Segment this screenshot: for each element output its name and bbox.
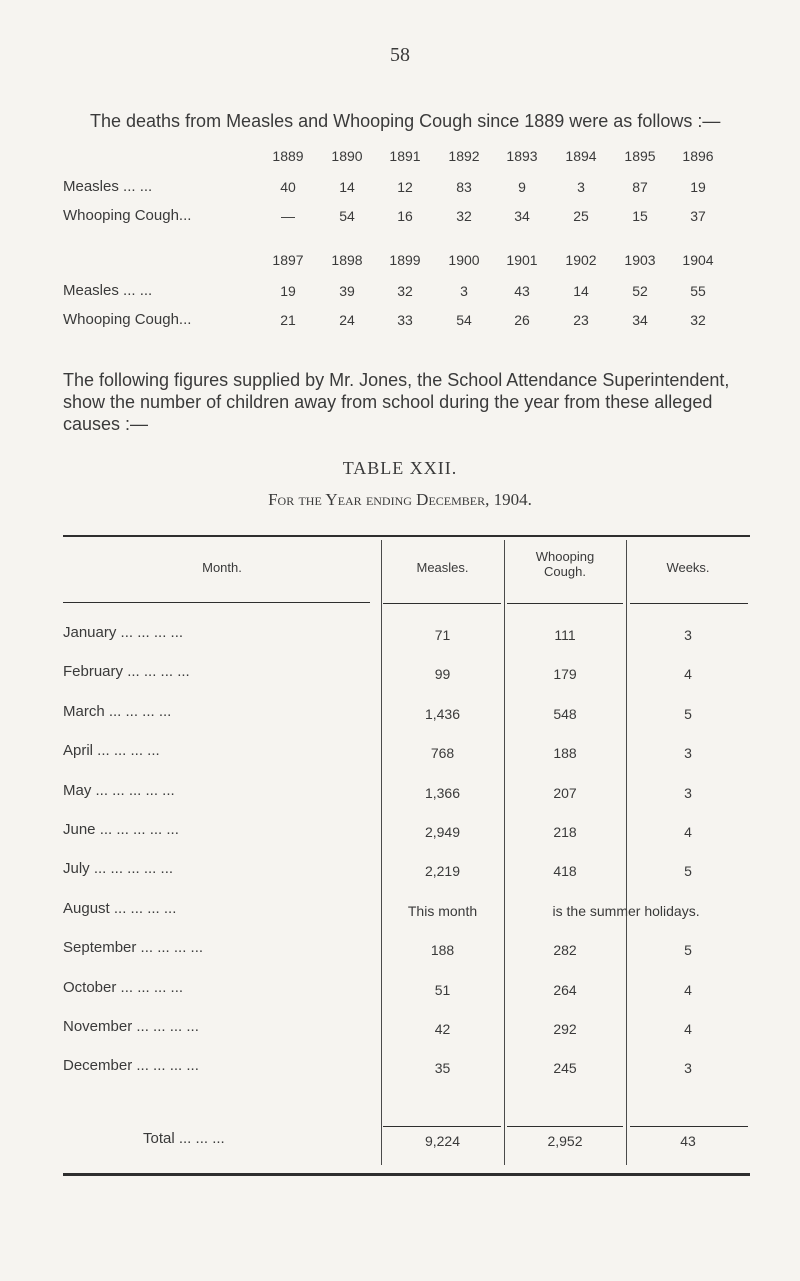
intro-paragraph-2: The following figures supplied by Mr. Jones, the School Attendance Superintendent, show the number of children away from school during the year from these alleged causes :— xyxy=(63,370,730,434)
year-header: 1898 xyxy=(331,252,363,268)
year-header: 1889 xyxy=(272,148,304,164)
measles-count: 1,436 xyxy=(424,706,461,722)
month-label: November ... ... ... ... xyxy=(63,1018,199,1035)
death-count: 26 xyxy=(514,312,530,328)
weeks-count: er holidays. xyxy=(628,903,700,919)
disease-label: Whooping Cough... xyxy=(63,207,192,224)
weeks-count: 4 xyxy=(684,1021,692,1037)
measles-count: 51 xyxy=(434,982,451,998)
month-label: June ... ... ... ... ... xyxy=(63,821,179,838)
death-count: 55 xyxy=(690,283,706,299)
year-header: 1893 xyxy=(506,148,538,164)
measles-count: 71 xyxy=(434,627,451,643)
year-header: 1902 xyxy=(565,252,597,268)
disease-label: Measles ... ... xyxy=(63,178,153,195)
death-count: 52 xyxy=(632,283,648,299)
weeks-count: 3 xyxy=(684,745,692,761)
death-count: 32 xyxy=(690,312,706,328)
whooping-count: 218 xyxy=(553,824,577,840)
month-label: October ... ... ... ... xyxy=(63,979,184,996)
whooping-count: 292 xyxy=(553,1021,577,1037)
year-header: 1892 xyxy=(448,148,480,164)
header-rule xyxy=(507,603,623,604)
death-count: 19 xyxy=(690,179,706,195)
year-header: 1890 xyxy=(331,148,363,164)
header-rule xyxy=(63,602,370,603)
death-count: 43 xyxy=(514,283,530,299)
measles-count: 42 xyxy=(434,1021,451,1037)
whooping-count: is the summ xyxy=(552,903,628,919)
whooping-count: 245 xyxy=(553,1060,577,1076)
death-count: 87 xyxy=(632,179,648,195)
measles-count: 2,949 xyxy=(424,824,461,840)
weeks-count: 3 xyxy=(684,1060,692,1076)
table-top-rule xyxy=(63,535,750,537)
month-label: January ... ... ... ... xyxy=(63,624,184,641)
header-measles: Measles. xyxy=(416,560,469,575)
measles-count: 2,219 xyxy=(424,863,461,879)
measles-count: 99 xyxy=(434,666,451,682)
death-count: 24 xyxy=(339,312,355,328)
total-rule xyxy=(383,1126,501,1127)
month-label: April ... ... ... ... xyxy=(63,742,160,759)
death-count: 37 xyxy=(690,208,706,224)
death-count: 25 xyxy=(573,208,589,224)
table-bottom-rule xyxy=(63,1173,750,1176)
total-label: Total ... ... ... xyxy=(143,1130,225,1147)
death-count: 19 xyxy=(280,283,296,299)
whooping-count: 282 xyxy=(553,942,577,958)
month-label: August ... ... ... ... xyxy=(63,900,177,917)
header-weeks: Weeks. xyxy=(666,560,710,575)
measles-count: 768 xyxy=(430,745,455,761)
whooping-count: 188 xyxy=(553,745,577,761)
death-count: 9 xyxy=(518,179,526,195)
death-count: 34 xyxy=(632,312,648,328)
month-label: May ... ... ... ... ... xyxy=(63,782,175,799)
total-rule xyxy=(630,1126,748,1127)
header-whooping-cough: Whooping Cough. xyxy=(535,549,595,579)
total-rule xyxy=(507,1126,623,1127)
death-count: 15 xyxy=(632,208,648,224)
measles-count: 188 xyxy=(430,942,455,958)
table-title: TABLE XXII. xyxy=(342,458,458,478)
year-header: 1904 xyxy=(682,252,714,268)
death-count: 23 xyxy=(573,312,589,328)
month-label: September ... ... ... ... xyxy=(63,939,204,956)
whooping-count: 207 xyxy=(553,785,577,801)
header-rule xyxy=(630,603,748,604)
year-header: 1899 xyxy=(389,252,421,268)
weeks-count: 5 xyxy=(684,942,692,958)
weeks-count: 3 xyxy=(684,785,692,801)
whooping-count: 179 xyxy=(553,666,577,682)
death-count: 40 xyxy=(280,179,296,195)
intro-text: The deaths from Measles and Whooping Cough since 1889 were as follows :— xyxy=(90,111,721,131)
whooping-count: 111 xyxy=(554,627,576,643)
month-label: July ... ... ... ... ... xyxy=(63,860,174,877)
weeks-count: 5 xyxy=(684,706,692,722)
death-count: 14 xyxy=(573,283,589,299)
total-whooping-cough: 2,952 xyxy=(547,1133,583,1149)
year-header: 1891 xyxy=(389,148,421,164)
page-number: 58 xyxy=(390,44,410,66)
year-header: 1896 xyxy=(682,148,714,164)
year-header: 1895 xyxy=(624,148,656,164)
whooping-count: 548 xyxy=(553,706,577,722)
death-count: 39 xyxy=(339,283,355,299)
weeks-count: 4 xyxy=(684,666,692,682)
death-count: 33 xyxy=(397,312,413,328)
weeks-count: 4 xyxy=(684,982,692,998)
measles-count: 35 xyxy=(434,1060,451,1076)
header-month: Month. xyxy=(202,560,242,575)
measles-count: This month xyxy=(407,903,478,919)
death-count: 3 xyxy=(577,179,585,195)
weeks-count: 5 xyxy=(684,863,692,879)
year-header: 1900 xyxy=(448,252,480,268)
death-count: 14 xyxy=(339,179,355,195)
death-count: 32 xyxy=(456,208,472,224)
month-label: February ... ... ... ... xyxy=(63,663,190,680)
disease-label: Whooping Cough... xyxy=(63,311,192,328)
total-weeks: 43 xyxy=(680,1133,696,1149)
death-count: 34 xyxy=(514,208,530,224)
table-subtitle: For the Year ending December, 1904. xyxy=(268,490,532,509)
weeks-count: 3 xyxy=(684,627,692,643)
death-count: 83 xyxy=(456,179,472,195)
month-label: December ... ... ... ... xyxy=(63,1057,199,1074)
death-count: 12 xyxy=(397,179,413,195)
death-count: — xyxy=(281,208,295,224)
year-header: 1894 xyxy=(565,148,597,164)
death-count: 16 xyxy=(397,208,413,224)
whooping-count: 418 xyxy=(553,863,577,879)
death-count: 54 xyxy=(456,312,472,328)
death-count: 3 xyxy=(460,283,468,299)
disease-label: Measles ... ... xyxy=(63,282,153,299)
death-count: 54 xyxy=(339,208,355,224)
header-rule xyxy=(383,603,501,604)
measles-count: 1,366 xyxy=(424,785,461,801)
month-label: March ... ... ... ... xyxy=(63,703,172,720)
death-count: 32 xyxy=(397,283,413,299)
year-header: 1897 xyxy=(272,252,304,268)
year-header: 1901 xyxy=(506,252,538,268)
death-count: 21 xyxy=(280,312,296,328)
whooping-count: 264 xyxy=(553,982,577,998)
year-header: 1903 xyxy=(624,252,656,268)
weeks-count: 4 xyxy=(684,824,692,840)
total-measles: 9,224 xyxy=(424,1133,461,1149)
